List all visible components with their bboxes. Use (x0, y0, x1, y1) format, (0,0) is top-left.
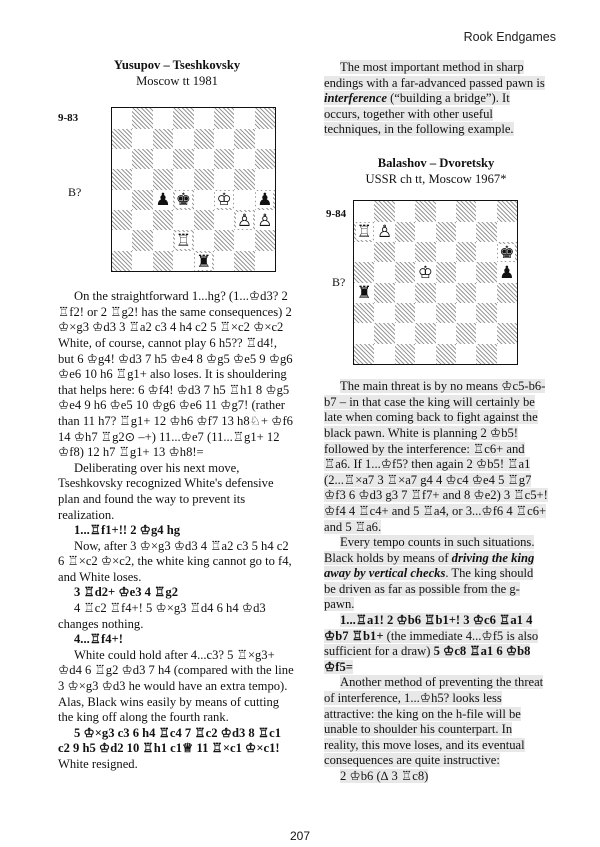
board-square (436, 262, 456, 282)
black-pawn-h5: ♟ (499, 262, 515, 282)
board-square (436, 242, 456, 262)
board-square (214, 169, 234, 189)
board-square (476, 222, 496, 242)
chessboard-1 (111, 107, 276, 272)
board-square (456, 323, 476, 343)
players-1: Yusupov – Tseshkovsky (113, 58, 241, 72)
running-header: Rook Endgames (463, 30, 556, 44)
board-square (415, 242, 435, 262)
board-square (456, 222, 476, 242)
board-square (497, 201, 517, 221)
board-square (214, 230, 234, 250)
board-square (255, 190, 275, 210)
game-title-1 (58, 58, 296, 89)
board-square (354, 242, 374, 262)
board-square (415, 222, 435, 242)
emphasis: driving the king away by vertical checks (324, 550, 535, 581)
board-square (214, 129, 234, 149)
paragraph: 4 ♖c2 ♖f4+! 5 ♔×g3 ♖d4 6 h4 ♔d3 changes nothing. (58, 601, 266, 631)
paragraph (324, 535, 548, 613)
board-square (374, 283, 394, 303)
board-square (354, 323, 374, 343)
board-square (112, 108, 132, 128)
board-square (194, 190, 214, 210)
board-square (456, 303, 476, 323)
text: The main threat is by no means ♔c5-b6-b7 – in that case the king will certainly be late when coming back to fight against the black pawn. White is planning 2 ♔b5! followed by the interference: ♖c6+ and ♖a6. If 1...♔f5? then again 2 ♔b5! ♖a1 (2...♖×a7 3 ♖×a7 g4 4 ♔c4 ♔e4 5 ♖g7 ♔f3 6 ♔d3 g3 7 ♖f7+ and 8 ♔e2) 3 ♖c5+! ♔f4 4 ♖c4+ and 5 ♖a4, or 3...♔f6 4 ♖c6+ and 5 ♖a6. (324, 379, 548, 534)
board-square (497, 344, 517, 364)
board-square (415, 283, 435, 303)
intro-paragraph (324, 60, 548, 138)
board-square (153, 190, 173, 210)
board-square (436, 283, 456, 303)
board-square (173, 251, 193, 271)
board-square (153, 169, 173, 189)
text: (the immediate 4...♔f5 is also sufficient for a draw) (324, 628, 539, 659)
board-square (173, 149, 193, 169)
board-square (255, 129, 275, 149)
board-square (354, 344, 374, 364)
event-1: Moscow tt 1981 (136, 73, 218, 88)
board-square (374, 222, 394, 242)
board-square (194, 129, 214, 149)
board-square (476, 303, 496, 323)
board-square (456, 242, 476, 262)
board-square (112, 190, 132, 210)
board-square (497, 283, 517, 303)
board-square (194, 169, 214, 189)
black-king-h6: ♚ (499, 242, 515, 262)
board-square (132, 149, 152, 169)
white-rook-d2: ♖ (175, 231, 191, 251)
board-square (255, 149, 275, 169)
board-square (153, 251, 173, 271)
board-square (234, 149, 254, 169)
event-2: USSR ch tt, Moscow 1967* (365, 171, 507, 186)
white-king-f5: ♔ (216, 190, 232, 210)
white-pawn-b7: ♙ (376, 222, 393, 242)
text: (“building a bridge”). It occurs, together with other useful techniques, in the following example. (324, 91, 514, 137)
to-move-1: B? (68, 185, 82, 200)
board-square (476, 323, 496, 343)
board-square (255, 108, 275, 128)
right-column (324, 60, 548, 785)
board-square (395, 222, 415, 242)
board-square (436, 303, 456, 323)
board-square (112, 129, 132, 149)
board-square (374, 201, 394, 221)
white-pawn-h4: ♙ (257, 210, 273, 230)
board-square (173, 108, 193, 128)
board-square (354, 201, 374, 221)
board-square (112, 230, 132, 250)
board-square (497, 262, 517, 282)
board-square (395, 283, 415, 303)
board-square (194, 108, 214, 128)
board-square (354, 303, 374, 323)
board-square (415, 262, 435, 282)
board-square (395, 242, 415, 262)
board-square (374, 323, 394, 343)
board-square (436, 323, 456, 343)
board-square (395, 303, 415, 323)
board-square (132, 230, 152, 250)
board-square (476, 283, 496, 303)
main-line-move: 5 ♔×g3 c3 6 h4 ♖c4 7 ♖c2 ♔d3 8 ♖c1 c2 9 h5 ♔d2 10 ♖h1 c1♕ 11 ♖×c1 ♔×c1! (58, 725, 282, 756)
paragraph (324, 675, 548, 769)
board-square (112, 169, 132, 189)
board-square (234, 210, 254, 230)
board-square (354, 283, 374, 303)
board-square (255, 230, 275, 250)
board-square (456, 283, 476, 303)
emphasis: interference (324, 91, 387, 106)
board-square (173, 230, 193, 250)
board-square (173, 169, 193, 189)
main-line-move: 4...♖f4+! (74, 632, 123, 647)
board-square (476, 201, 496, 221)
paragraph: On the straightforward 1...hg? (1...♔d3? 2 ♖f2! or 2 ♖g2! has the same consequences) 2 ♔×g3 ♔d3 3 ♖a2 c3 4 h4 c2 5 ♖×c2 ♔×c2 White, of course, cannot play 6 h5?? ♖d4!, but 6 ♔g4! ♔d3 7 h5 ♔e4 8 ♔g5 ♔e5 9 ♔g6 ♔e6 10 h6 ♖g1+ also loses. It is shouldering that helps here: 6 ♔f4! ♔d3 7 h5 ♖h1 8 ♔g5 ♔e4 9 h6 ♔e5 10 ♔g6 ♔e6 11 ♔g7! (rather than 11 h7? ♖g1+ 12 ♔h6 ♔f7 13 h8♘+ ♔f6 14 ♔h7 ♖g2⊙ –+) 11...♔e7 (11...♖g1+ 12 ♔f8) 12 h7 ♖g1+ 13 ♔h8!= (58, 289, 293, 460)
board-square (255, 210, 275, 230)
main-line-move: 1...♖a1! 2 ♔b6 ♖b1+! 3 ♔c6 ♖a1 4 ♔b7 ♖b1+ (324, 613, 533, 643)
board-square (194, 149, 214, 169)
black-king-d5: ♚ (175, 190, 191, 210)
board-square (132, 129, 152, 149)
board-square (173, 210, 193, 230)
board-square (153, 149, 173, 169)
board-square (395, 201, 415, 221)
white-king-d5: ♔ (417, 262, 433, 282)
board-square (153, 230, 173, 250)
board-square (234, 190, 254, 210)
board-square (132, 190, 152, 210)
board-square (112, 149, 132, 169)
page-number: 207 (289, 829, 311, 843)
board-square (456, 262, 476, 282)
board-square (354, 222, 374, 242)
diagram-9-84 (324, 187, 548, 367)
players-2: Balashov – Dvoretsky (377, 155, 495, 170)
diagram-number-1: 9-83 (58, 112, 79, 125)
board-square (395, 344, 415, 364)
board-square (112, 210, 132, 230)
board-square (132, 108, 152, 128)
board-square (153, 129, 173, 149)
board-square (436, 344, 456, 364)
board-square (497, 323, 517, 343)
board-square (497, 303, 517, 323)
board-square (436, 222, 456, 242)
board-square (374, 344, 394, 364)
black-pawn-c5: ♟ (155, 190, 171, 210)
board-square (255, 169, 275, 189)
board-square (194, 230, 214, 250)
black-rook-a4: ♜ (356, 283, 372, 303)
paragraph: Now, after 3 ♔×g3 ♔d3 4 ♖a2 c3 5 h4 c2 6 ♖×c2 ♔×c2, the white king cannot go to f4, and White loses. (58, 538, 292, 584)
board-square (214, 149, 234, 169)
board-square (395, 323, 415, 343)
board-square (354, 262, 374, 282)
text: . The king should be driven as far as possible from the g-pawn. (324, 566, 534, 612)
final-moves (58, 726, 296, 773)
board-square (214, 251, 234, 271)
board-square (173, 190, 193, 210)
result-text: White resigned. (58, 757, 138, 771)
board-square (456, 344, 476, 364)
white-rook-a7: ♖ (356, 222, 372, 242)
board-square (112, 251, 132, 271)
board-square (374, 303, 394, 323)
paragraph (324, 769, 548, 785)
board-square (234, 230, 254, 250)
board-square (234, 108, 254, 128)
board-square (415, 303, 435, 323)
board-square (153, 210, 173, 230)
paragraph: Deliberating over his next move, Tseshkovsky recognized White's defensive plan and found the way to prevent its realization. (58, 460, 274, 522)
board-square (234, 169, 254, 189)
board-square (255, 251, 275, 271)
chessboard-2 (353, 200, 518, 365)
paragraph: White could hold after 4...c3? 5 ♖×g3+ ♔d4 6 ♖g2 ♔d3 7 h4 (compared with the line 3 ♔×g3 ♔d3 he would have an extra tempo). Alas, Black wins easily by means of cutting the king off along the fourth rank. (58, 647, 294, 725)
text: Every tempo counts in such situations. Black holds by means of (324, 535, 535, 565)
board-square (153, 108, 173, 128)
diagram-number-2: 9-84 (326, 208, 347, 221)
board-square (214, 108, 234, 128)
board-square (456, 201, 476, 221)
black-rook-e1: ♜ (196, 251, 212, 271)
board-square (497, 222, 517, 242)
left-column (58, 58, 296, 773)
board-square (194, 210, 214, 230)
board-square (374, 242, 394, 262)
main-line-move: 1...♖f1+!! 2 ♔g4 hg (74, 523, 181, 538)
board-square (234, 251, 254, 271)
main-line-move: 3 ♖d2+ ♔e3 4 ♖g2 (74, 585, 179, 600)
to-move-2: B? (332, 275, 346, 290)
board-square (132, 169, 152, 189)
board-square (132, 251, 152, 271)
board-square (476, 344, 496, 364)
board-square (234, 129, 254, 149)
board-square (436, 201, 456, 221)
board-square (214, 210, 234, 230)
text: 2 ♔b6 (∆ 3 ♖c8) (340, 769, 429, 783)
board-square (173, 129, 193, 149)
game-title-2 (324, 156, 548, 187)
diagram-9-83 (58, 89, 296, 289)
board-square (415, 201, 435, 221)
main-line-move: 5 ♔c8 ♖a1 6 ♔b8 ♔f5= (324, 644, 531, 674)
board-square (497, 242, 517, 262)
board-square (415, 323, 435, 343)
board-square (194, 251, 214, 271)
board-square (132, 210, 152, 230)
board-square (476, 242, 496, 262)
main-line (324, 613, 548, 675)
white-pawn-g4: ♙ (236, 210, 253, 230)
board-square (395, 262, 415, 282)
paragraph (324, 379, 548, 535)
board-square (214, 190, 234, 210)
text: Another method of preventing the threat of interference, 1...♔h5? looks less attractive: the king on the h-file will be unable to shoulder his counterpart. In reality, this move loses, and its eventual consequences are quite instructive: (324, 675, 544, 768)
board-square (415, 344, 435, 364)
black-pawn-h5: ♟ (257, 190, 273, 210)
text: The most important method in sharp endings with a far-advanced passed pawn is (324, 60, 545, 90)
board-square (374, 262, 394, 282)
board-square (476, 262, 496, 282)
